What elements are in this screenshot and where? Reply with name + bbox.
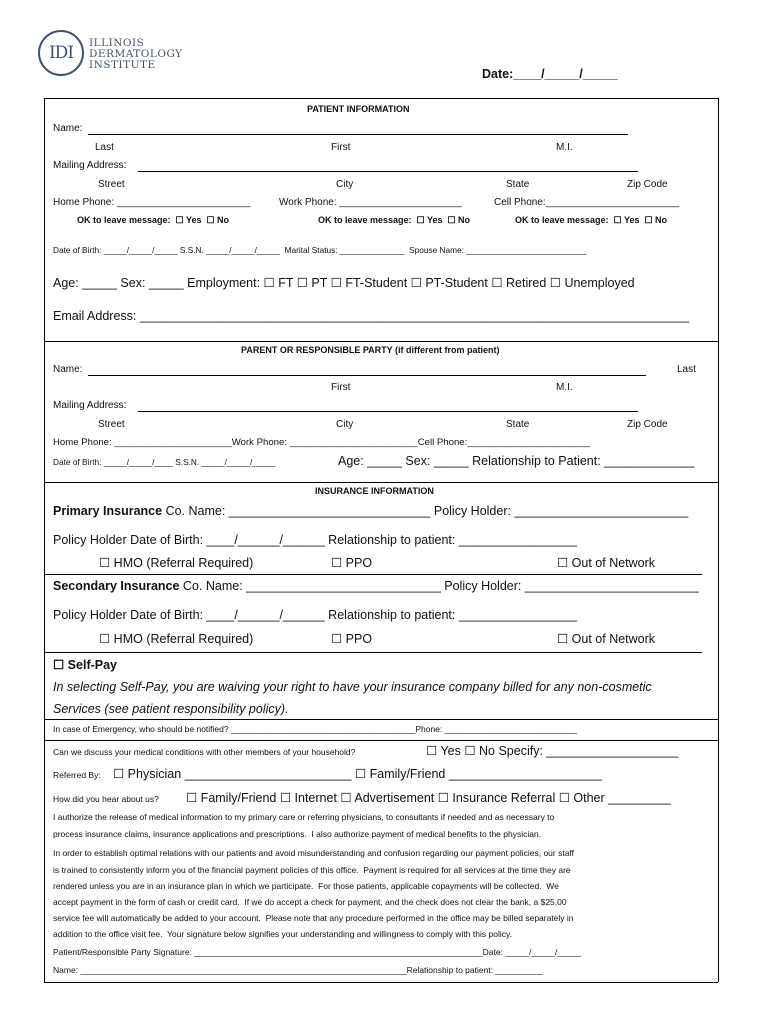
parent-mailing-label: Mailing Address: <box>53 400 127 411</box>
parent-mi-label: M.I. <box>556 382 573 393</box>
patient-mailing-line[interactable] <box>138 171 638 172</box>
patient-age-sex-employment[interactable]: Age: _____ Sex: _____ Employment: ☐ FT ☐ PT ☐ FT-Student ☐ PT-Student ☐ Retired ☐ Unemployed <box>53 276 635 290</box>
referred-by-options[interactable]: ☐ Physician ________________________ ☐ Family/Friend ______________________ <box>113 767 602 781</box>
secondary-insurance-fields: Co. Name: ____________________________ Policy Holder: _________________________ <box>179 579 699 593</box>
frame-top <box>44 98 718 99</box>
parent-state-label: State <box>506 419 530 430</box>
payment-policy-l3: rendered unless you are in an insurance plan in which we participate. For those patients, applicable copayments will be collected. We <box>53 881 559 891</box>
divider-emergency <box>44 719 718 720</box>
patient-name-label: Name: <box>53 123 83 134</box>
parent-first-label: First <box>331 382 351 393</box>
primary-insurance-label: Primary Insurance <box>53 504 163 518</box>
patient-heading: PATIENT INFORMATION <box>307 104 410 114</box>
ok-message-work[interactable]: OK to leave message: ☐ Yes ☐ No <box>318 215 471 225</box>
ok-message-cell[interactable]: OK to leave message: ☐ Yes ☐ No <box>515 215 668 225</box>
hear-about-label: How did you hear about us? <box>53 794 159 804</box>
parent-dob-ssn[interactable]: Date of Birth: _____/_____/____ S.S.N. _____/_____/_____ <box>53 457 276 467</box>
primary-insurance-fields: Co. Name: _____________________________ Policy Holder: _________________________ <box>162 504 689 518</box>
parent-mailing-line[interactable] <box>138 411 638 412</box>
primary-out-of-network-checkbox[interactable]: ☐ Out of Network <box>557 556 656 570</box>
parent-zip-label: Zip Code <box>627 419 668 430</box>
secondary-hmo-checkbox[interactable]: ☐ HMO (Referral Required) <box>99 632 254 646</box>
patient-state-label: State <box>506 179 530 190</box>
patient-name-line[interactable] <box>88 134 628 135</box>
payment-policy-l2: is trained to consistently inform you of the financial payment policies of this office. Payment is required for all services at the time they are <box>53 865 571 875</box>
logo-line-3: INSTITUTE <box>89 59 156 71</box>
parent-city-label: City <box>336 419 354 430</box>
primary-policy-holder-dob[interactable]: Policy Holder Date of Birth: ____/______/______ Relationship to patient: _________________ <box>53 533 578 547</box>
authorization-p1-l1: I authorize the release of medical information to my primary care or referring physicians, to consultants if needed and as necessary to <box>53 812 555 822</box>
patient-zip-label: Zip Code <box>627 179 668 190</box>
patient-email[interactable]: Email Address: _______________________________________________________________________________ <box>53 309 690 323</box>
primary-insurance-line[interactable] <box>53 505 688 518</box>
self-pay-note-line-1: In selecting Self-Pay, you are waiving your right to have your insurance company billed for any non-cosmetic <box>53 680 652 694</box>
emergency-contact-line[interactable]: In case of Emergency, who should be notified? _______________________________________Phone: ____________________________ <box>53 724 578 734</box>
frame-right <box>718 98 719 982</box>
patient-city-label: City <box>336 179 354 190</box>
date-field[interactable]: Date:____/_____/_____ <box>482 67 618 81</box>
discuss-options[interactable]: ☐ Yes ☐ No Specify: ___________________ <box>426 744 679 758</box>
divider-discuss <box>44 740 718 741</box>
payment-policy-l6: addition to the office visit fee. Your signature below signifies your understanding and willingness to comply with this policy. <box>53 929 512 939</box>
frame-left <box>44 98 45 982</box>
secondary-policy-holder-dob[interactable]: Policy Holder Date of Birth: ____/______/______ Relationship to patient: _________________ <box>53 608 578 622</box>
parent-street-label: Street <box>98 419 125 430</box>
parent-phones[interactable]: Home Phone: ______________________Work Phone: ________________________Cell Phone:_______________________ <box>53 437 591 448</box>
logo-line-1: ILLINOIS <box>89 37 145 49</box>
discuss-question: Can we discuss your medical conditions with other members of your household? <box>53 747 356 757</box>
divider-insurance <box>44 482 718 483</box>
hear-about-options[interactable]: ☐ Family/Friend ☐ Internet ☐ Advertisement ☐ Insurance Referral ☐ Other _________ <box>186 791 671 805</box>
parent-name-line[interactable] <box>88 375 646 376</box>
patient-mi-label: M.I. <box>556 142 573 153</box>
parent-age-sex-relationship[interactable]: Age: _____ Sex: _____ Relationship to Patient: _____________ <box>338 454 695 468</box>
referred-by-label: Referred By: <box>53 770 101 780</box>
secondary-insurance-label: Secondary Insurance <box>53 579 180 593</box>
secondary-out-of-network-checkbox[interactable]: ☐ Out of Network <box>557 632 656 646</box>
name-relationship-line[interactable]: Name: _____________________________________________________________________Relationship to patient: __________ <box>53 965 543 975</box>
secondary-ppo-checkbox[interactable]: ☐ PPO <box>331 632 373 646</box>
patient-dob-ssn-line[interactable]: Date of Birth: _____/_____/_____ S.S.N. _____/_____/_____ Marital Status: ______________ Spouse Name: __________________________ <box>53 245 587 255</box>
self-pay-checkbox[interactable]: ☐ Self-Pay <box>53 658 118 672</box>
payment-policy-l5: service fee will automatically be added to your account. Please note that any procedure performed in the office may be billed separately in <box>53 913 574 923</box>
frame-bottom <box>44 982 718 983</box>
parent-last-label: Last <box>677 364 696 375</box>
authorization-p1-l2: process insurance claims, insurance applications and prescriptions. I also authorize payment of medical benefits to the physician. <box>53 829 542 839</box>
payment-policy-l1: In order to establish optimal relations with our patients and avoid misunderstanding and confusion regarding our payment policies, our staff <box>53 848 575 858</box>
patient-cell-phone[interactable]: Cell Phone:________________________ <box>494 197 680 208</box>
ok-message-home[interactable]: OK to leave message: ☐ Yes ☐ No <box>77 215 230 225</box>
primary-ppo-checkbox[interactable]: ☐ PPO <box>331 556 373 570</box>
divider-selfpay <box>44 652 702 653</box>
patient-work-phone[interactable]: Work Phone: ______________________ <box>279 197 462 208</box>
logo-line-2: DERMATOLOGY <box>89 48 183 60</box>
secondary-insurance-line[interactable] <box>53 580 699 593</box>
logo-mark: IDI <box>48 43 74 63</box>
parent-name-label: Name: <box>53 364 83 375</box>
signature-line[interactable]: Patient/Responsible Party Signature: _____________________________________________________________Date: _____/_____/_____ <box>53 947 581 957</box>
parent-heading: PARENT OR RESPONSIBLE PARTY (if different from patient) <box>241 345 500 355</box>
primary-hmo-checkbox[interactable]: ☐ HMO (Referral Required) <box>99 556 254 570</box>
patient-street-label: Street <box>98 179 125 190</box>
patient-mailing-label: Mailing Address: <box>53 160 127 171</box>
divider-secondary <box>44 574 702 575</box>
insurance-heading: INSURANCE INFORMATION <box>315 486 434 496</box>
patient-first-label: First <box>331 142 351 153</box>
patient-home-phone[interactable]: Home Phone: ________________________ <box>53 197 251 208</box>
payment-policy-l4: accept payment in the form of cash or credit card. If we do accept a check for payment, and the check does not clear the bank, a $25.00 <box>53 897 567 907</box>
divider-parent <box>44 341 718 342</box>
self-pay-note-line-2: Services (see patient responsibility policy). <box>53 702 289 716</box>
patient-last-label: Last <box>95 142 114 153</box>
